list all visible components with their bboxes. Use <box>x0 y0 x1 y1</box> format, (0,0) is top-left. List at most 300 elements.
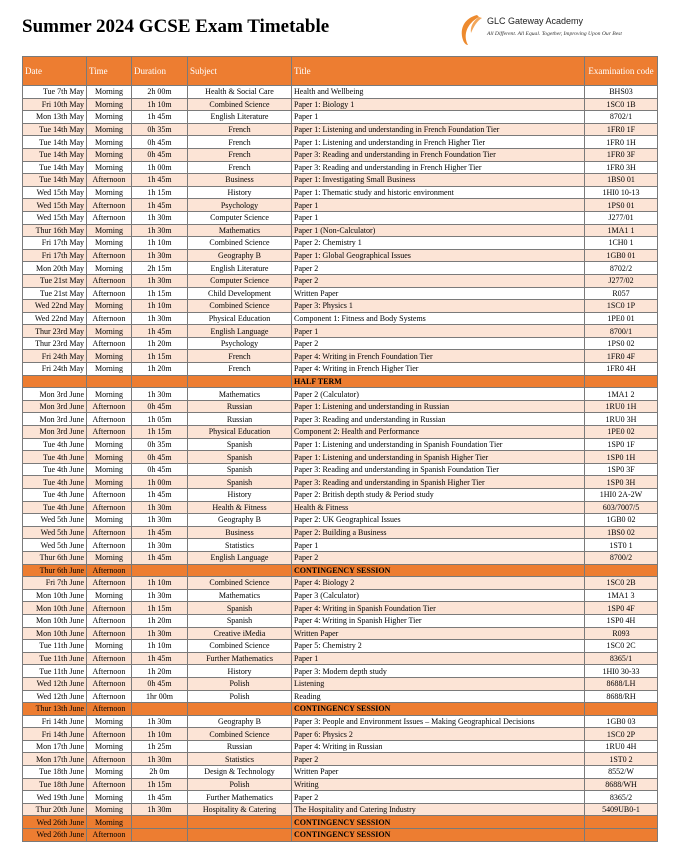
cell-duration: 0h 45m <box>132 451 188 464</box>
cell-duration <box>132 829 188 842</box>
cell-duration: 1h 00m <box>132 161 188 174</box>
cell-date: Mon 3rd June <box>23 426 87 439</box>
cell-date: Thur 6th June <box>23 551 87 564</box>
cell-subject: Combined Science <box>188 237 292 250</box>
table-row <box>23 148 658 161</box>
cell-title: CONTINGENCY SESSION <box>292 829 585 842</box>
cell-exam-code: 1SP0 4F <box>585 602 658 615</box>
cell-duration: 0h 45m <box>132 136 188 149</box>
cell-exam-code: 1RU0 3H <box>585 413 658 426</box>
cell-subject: Geography B <box>188 249 292 262</box>
cell-time: Morning <box>87 476 132 489</box>
cell-date: Tue 4th June <box>23 501 87 514</box>
cell-duration: 1h 15m <box>132 186 188 199</box>
cell-exam-code <box>585 564 658 577</box>
cell-duration <box>132 564 188 577</box>
special-session-row <box>23 703 658 716</box>
cell-duration: 1h 20m <box>132 363 188 376</box>
cell-exam-code <box>585 703 658 716</box>
cell-date: Tue 14th May <box>23 161 87 174</box>
cell-exam-code <box>585 816 658 829</box>
cell-time: Afternoon <box>87 677 132 690</box>
cell-date: Wed 19th June <box>23 791 87 804</box>
cell-title: Component 1: Fitness and Body Systems <box>292 312 585 325</box>
cell-duration: 1h 05m <box>132 413 188 426</box>
special-session-row <box>23 829 658 842</box>
cell-title: Paper 3: Reading and understanding in Spanish Foundation Tier <box>292 463 585 476</box>
cell-duration: 1h 30m <box>132 589 188 602</box>
cell-title: Paper 2: Building a Business <box>292 526 585 539</box>
table-row <box>23 740 658 753</box>
cell-time: Morning <box>87 186 132 199</box>
cell-date: Tue 4th June <box>23 451 87 464</box>
cell-time: Morning <box>87 463 132 476</box>
cell-time: Afternoon <box>87 174 132 187</box>
cell-time: Morning <box>87 589 132 602</box>
table-row <box>23 274 658 287</box>
table-row <box>23 400 658 413</box>
table-row <box>23 451 658 464</box>
cell-duration: 1h 30m <box>132 312 188 325</box>
cell-exam-code <box>585 375 658 388</box>
table-row <box>23 526 658 539</box>
cell-duration: 1h 20m <box>132 614 188 627</box>
cell-time: Afternoon <box>87 426 132 439</box>
table-row <box>23 136 658 149</box>
cell-date: Mon 17th June <box>23 753 87 766</box>
table-body <box>23 86 658 842</box>
cell-exam-code: 8700/1 <box>585 325 658 338</box>
cell-subject: Spanish <box>188 438 292 451</box>
cell-subject: French <box>188 123 292 136</box>
cell-date: Wed 15th May <box>23 199 87 212</box>
cell-title: Paper 5: Chemistry 2 <box>292 640 585 653</box>
cell-title: Paper 3: Reading and understanding in Russian <box>292 413 585 426</box>
cell-exam-code: 1FR0 4F <box>585 350 658 363</box>
cell-title: Paper 3: Modern depth study <box>292 665 585 678</box>
cell-exam-code: 1FR0 4H <box>585 363 658 376</box>
special-session-row <box>23 375 658 388</box>
cell-date: Mon 3rd June <box>23 413 87 426</box>
cell-exam-code: 1SP0 1F <box>585 438 658 451</box>
cell-title: Paper 4: Writing in Russian <box>292 740 585 753</box>
cell-date: Tue 14th May <box>23 174 87 187</box>
table-row <box>23 224 658 237</box>
cell-title: Paper 1: Biology 1 <box>292 98 585 111</box>
cell-exam-code: 1HI0 30-33 <box>585 665 658 678</box>
table-row <box>23 211 658 224</box>
cell-duration <box>132 375 188 388</box>
table-row <box>23 514 658 527</box>
cell-title: Paper 1 <box>292 111 585 124</box>
cell-exam-code: 1HI0 2A-2W <box>585 489 658 502</box>
cell-date: Tue 14th May <box>23 123 87 136</box>
cell-duration: 1h 45m <box>132 489 188 502</box>
cell-date: Wed 22nd May <box>23 300 87 313</box>
cell-exam-code: 8688/WH <box>585 778 658 791</box>
cell-exam-code: 8702/2 <box>585 262 658 275</box>
table-row <box>23 715 658 728</box>
school-logo <box>455 12 675 46</box>
table-row <box>23 300 658 313</box>
cell-exam-code: 8365/1 <box>585 652 658 665</box>
cell-duration: 1h 45m <box>132 199 188 212</box>
cell-exam-code: 1SC0 2P <box>585 728 658 741</box>
cell-date: Mon 10th June <box>23 589 87 602</box>
cell-date: Wed 26th June <box>23 829 87 842</box>
cell-title: Paper 4: Writing in Spanish Higher Tier <box>292 614 585 627</box>
cell-subject: Business <box>188 526 292 539</box>
cell-title: Listening <box>292 677 585 690</box>
cell-title: Paper 4: Writing in Spanish Foundation Tier <box>292 602 585 615</box>
cell-duration: 1h 30m <box>132 803 188 816</box>
cell-date: Tue 14th May <box>23 136 87 149</box>
cell-date: Fri 14th June <box>23 728 87 741</box>
cell-subject: Spanish <box>188 602 292 615</box>
cell-duration: 1h 20m <box>132 665 188 678</box>
cell-title: Paper 2 <box>292 262 585 275</box>
cell-duration: 1h 45m <box>132 174 188 187</box>
cell-exam-code: J277/02 <box>585 274 658 287</box>
table-row <box>23 614 658 627</box>
cell-title: Paper 2 <box>292 753 585 766</box>
cell-date: Mon 3rd June <box>23 388 87 401</box>
cell-title: Paper 2 (Calculator) <box>292 388 585 401</box>
cell-time: Afternoon <box>87 665 132 678</box>
cell-time: Morning <box>87 111 132 124</box>
col-header-date: Date <box>23 57 87 86</box>
table-row <box>23 426 658 439</box>
cell-subject: Combined Science <box>188 577 292 590</box>
cell-title: HALF TERM <box>292 375 585 388</box>
cell-exam-code: 1ST0 2 <box>585 753 658 766</box>
cell-subject: Psychology <box>188 199 292 212</box>
cell-time: Morning <box>87 300 132 313</box>
table-row <box>23 577 658 590</box>
cell-time: Afternoon <box>87 413 132 426</box>
cell-exam-code: 1PS0 02 <box>585 337 658 350</box>
table-row <box>23 111 658 124</box>
cell-date: Tue 4th June <box>23 489 87 502</box>
table-row <box>23 438 658 451</box>
cell-exam-code: 1GB0 02 <box>585 514 658 527</box>
cell-time: Afternoon <box>87 627 132 640</box>
cell-title: Paper 1 <box>292 199 585 212</box>
cell-exam-code: 1SC0 1B <box>585 98 658 111</box>
col-header-code: Examination code <box>585 57 658 86</box>
cell-exam-code: 8688/RH <box>585 690 658 703</box>
table-row <box>23 501 658 514</box>
table-row <box>23 350 658 363</box>
cell-exam-code: 1GB0 01 <box>585 249 658 262</box>
cell-duration: 1h 45m <box>132 551 188 564</box>
cell-title: Paper 3: Reading and understanding in French Higher Tier <box>292 161 585 174</box>
cell-time: Afternoon <box>87 602 132 615</box>
cell-exam-code: 603/7007/5 <box>585 501 658 514</box>
cell-time: Morning <box>87 514 132 527</box>
table-header-row <box>23 57 658 86</box>
cell-title: Paper 1: Listening and understanding in Spanish Foundation Tier <box>292 438 585 451</box>
cell-time: Afternoon <box>87 829 132 842</box>
cell-subject: English Literature <box>188 262 292 275</box>
cell-exam-code: R093 <box>585 627 658 640</box>
cell-title: Paper 1: Listening and understanding in French Higher Tier <box>292 136 585 149</box>
cell-subject: Mathematics <box>188 224 292 237</box>
cell-subject <box>188 816 292 829</box>
cell-time: Afternoon <box>87 489 132 502</box>
cell-time: Morning <box>87 136 132 149</box>
cell-time: Morning <box>87 325 132 338</box>
cell-subject: Physical Education <box>188 426 292 439</box>
cell-duration: 1h 20m <box>132 337 188 350</box>
cell-exam-code: R057 <box>585 287 658 300</box>
table-row <box>23 337 658 350</box>
swoosh-logo-icon <box>455 12 485 46</box>
cell-title: The Hospitality and Catering Industry <box>292 803 585 816</box>
cell-exam-code: 1SC0 1P <box>585 300 658 313</box>
cell-subject: Russian <box>188 740 292 753</box>
cell-title: Paper 1: Thematic study and historic environment <box>292 186 585 199</box>
table-row <box>23 652 658 665</box>
cell-exam-code: 1GB0 03 <box>585 715 658 728</box>
cell-exam-code: J277/01 <box>585 211 658 224</box>
cell-duration: 0h 35m <box>132 123 188 136</box>
cell-time: Afternoon <box>87 703 132 716</box>
cell-time: Afternoon <box>87 614 132 627</box>
cell-title: Paper 3: Reading and understanding in French Foundation Tier <box>292 148 585 161</box>
cell-duration <box>132 816 188 829</box>
cell-subject: French <box>188 136 292 149</box>
cell-exam-code: 1SC0 2B <box>585 577 658 590</box>
table-row <box>23 539 658 552</box>
cell-exam-code: 1PE0 01 <box>585 312 658 325</box>
cell-duration: 1h 30m <box>132 539 188 552</box>
cell-title: Health and Wellbeing <box>292 86 585 99</box>
table-row <box>23 86 658 99</box>
cell-date: Wed 12th June <box>23 677 87 690</box>
cell-subject: Computer Science <box>188 211 292 224</box>
cell-time: Afternoon <box>87 564 132 577</box>
cell-exam-code <box>585 829 658 842</box>
cell-subject: Geography B <box>188 514 292 527</box>
table-row <box>23 551 658 564</box>
cell-subject: Spanish <box>188 451 292 464</box>
cell-title: Paper 1 <box>292 211 585 224</box>
cell-time: Afternoon <box>87 249 132 262</box>
cell-date: Tue 14th May <box>23 148 87 161</box>
cell-title: CONTINGENCY SESSION <box>292 564 585 577</box>
cell-duration: 1h 30m <box>132 211 188 224</box>
cell-subject: English Language <box>188 551 292 564</box>
table-row <box>23 249 658 262</box>
cell-title: Paper 1: Listening and understanding in Russian <box>292 400 585 413</box>
table-row <box>23 803 658 816</box>
cell-title: Paper 1 <box>292 325 585 338</box>
cell-subject: Russian <box>188 400 292 413</box>
table-row <box>23 98 658 111</box>
table-row <box>23 677 658 690</box>
cell-subject: Computer Science <box>188 274 292 287</box>
cell-exam-code: 1SC0 2C <box>585 640 658 653</box>
cell-duration: 1h 30m <box>132 753 188 766</box>
cell-exam-code: 1PS0 01 <box>585 199 658 212</box>
cell-exam-code: 1HI0 10-13 <box>585 186 658 199</box>
cell-exam-code: 5409UB0-1 <box>585 803 658 816</box>
cell-subject: French <box>188 363 292 376</box>
cell-time: Morning <box>87 224 132 237</box>
cell-duration <box>132 703 188 716</box>
cell-date: Wed 15th May <box>23 186 87 199</box>
cell-subject: Combined Science <box>188 728 292 741</box>
cell-time: Afternoon <box>87 400 132 413</box>
table-row <box>23 489 658 502</box>
cell-duration: 1h 30m <box>132 627 188 640</box>
table-row <box>23 237 658 250</box>
cell-date: Fri 24th May <box>23 363 87 376</box>
cell-exam-code: 8702/1 <box>585 111 658 124</box>
table-row <box>23 262 658 275</box>
cell-subject: Physical Education <box>188 312 292 325</box>
cell-date: Tue 4th June <box>23 476 87 489</box>
table-row <box>23 123 658 136</box>
cell-time: Afternoon <box>87 753 132 766</box>
cell-time: Afternoon <box>87 312 132 325</box>
cell-date: Fri 7th June <box>23 577 87 590</box>
cell-time: Afternoon <box>87 539 132 552</box>
cell-time: Morning <box>87 791 132 804</box>
cell-time: Morning <box>87 816 132 829</box>
cell-date: Tue 21st May <box>23 274 87 287</box>
cell-title: Paper 2: UK Geographical Issues <box>292 514 585 527</box>
table-row <box>23 728 658 741</box>
cell-duration: 1h 10m <box>132 728 188 741</box>
cell-title: CONTINGENCY SESSION <box>292 816 585 829</box>
cell-exam-code: BHS03 <box>585 86 658 99</box>
cell-time: Morning <box>87 640 132 653</box>
cell-date: Fri 24th May <box>23 350 87 363</box>
cell-date: Tue 4th June <box>23 463 87 476</box>
cell-subject: Psychology <box>188 337 292 350</box>
cell-subject: Combined Science <box>188 300 292 313</box>
cell-date: Tue 18th June <box>23 778 87 791</box>
cell-duration: 1h 45m <box>132 526 188 539</box>
cell-time: Afternoon <box>87 337 132 350</box>
cell-title: Paper 3: People and Environment Issues – Making Geographical Decisions <box>292 715 585 728</box>
cell-subject: Statistics <box>188 753 292 766</box>
cell-title: Health & Fitness <box>292 501 585 514</box>
cell-time: Morning <box>87 803 132 816</box>
cell-date: Tue 18th June <box>23 766 87 779</box>
cell-title: Paper 1 <box>292 652 585 665</box>
cell-time <box>87 375 132 388</box>
cell-duration: 1h 30m <box>132 274 188 287</box>
cell-exam-code: 8552/W <box>585 766 658 779</box>
cell-duration: 1h 30m <box>132 224 188 237</box>
cell-duration: 2h 00m <box>132 86 188 99</box>
cell-title: Written Paper <box>292 287 585 300</box>
table-row <box>23 186 658 199</box>
cell-subject: Health & Fitness <box>188 501 292 514</box>
cell-date: Mon 17th June <box>23 740 87 753</box>
cell-title: CONTINGENCY SESSION <box>292 703 585 716</box>
table-row <box>23 665 658 678</box>
cell-exam-code: 1FR0 3F <box>585 148 658 161</box>
cell-date: Thur 23rd May <box>23 325 87 338</box>
cell-date: Fri 17th May <box>23 249 87 262</box>
cell-exam-code: 8700/2 <box>585 551 658 564</box>
cell-subject: English Language <box>188 325 292 338</box>
cell-subject: Mathematics <box>188 388 292 401</box>
cell-time: Afternoon <box>87 690 132 703</box>
cell-time: Morning <box>87 388 132 401</box>
cell-date: Thur 16th May <box>23 224 87 237</box>
table-row <box>23 199 658 212</box>
cell-subject <box>188 564 292 577</box>
table-row <box>23 602 658 615</box>
cell-exam-code: 1MA1 2 <box>585 388 658 401</box>
cell-date: Fri 14th June <box>23 715 87 728</box>
cell-subject: Creative iMedia <box>188 627 292 640</box>
cell-time: Afternoon <box>87 199 132 212</box>
table-row <box>23 287 658 300</box>
cell-subject: History <box>188 186 292 199</box>
cell-date: Tue 4th June <box>23 438 87 451</box>
cell-title: Paper 1 <box>292 539 585 552</box>
table-row <box>23 791 658 804</box>
cell-date: Tue 11th June <box>23 640 87 653</box>
table-row <box>23 476 658 489</box>
cell-subject: Spanish <box>188 614 292 627</box>
special-session-row <box>23 816 658 829</box>
cell-time: Morning <box>87 766 132 779</box>
cell-time: Morning <box>87 262 132 275</box>
cell-title: Paper 4: Writing in French Foundation Tier <box>292 350 585 363</box>
cell-subject: Spanish <box>188 476 292 489</box>
table-row <box>23 753 658 766</box>
cell-duration: 1h 15m <box>132 426 188 439</box>
cell-duration: 1h 45m <box>132 791 188 804</box>
cell-title: Written Paper <box>292 627 585 640</box>
cell-time: Afternoon <box>87 211 132 224</box>
cell-exam-code: 1FR0 1F <box>585 123 658 136</box>
cell-time: Afternoon <box>87 778 132 791</box>
cell-duration: 1h 30m <box>132 501 188 514</box>
cell-title: Paper 2 <box>292 337 585 350</box>
table-row <box>23 325 658 338</box>
cell-subject: History <box>188 489 292 502</box>
special-session-row <box>23 564 658 577</box>
table-row <box>23 627 658 640</box>
cell-duration: 2h 15m <box>132 262 188 275</box>
cell-title: Paper 2: Chemistry 1 <box>292 237 585 250</box>
cell-title: Paper 1: Listening and understanding in French Foundation Tier <box>292 123 585 136</box>
cell-time: Morning <box>87 451 132 464</box>
cell-date: Wed 5th June <box>23 526 87 539</box>
cell-duration: 1hr 00m <box>132 690 188 703</box>
cell-date: Wed 15th May <box>23 211 87 224</box>
cell-date: Tue 11th June <box>23 652 87 665</box>
table-row <box>23 363 658 376</box>
cell-title: Paper 3 (Calculator) <box>292 589 585 602</box>
cell-duration: 1h 30m <box>132 388 188 401</box>
table-row <box>23 312 658 325</box>
cell-date: Wed 5th June <box>23 514 87 527</box>
cell-subject: Russian <box>188 413 292 426</box>
col-header-duration: Duration <box>132 57 188 86</box>
cell-date: Mon 20th May <box>23 262 87 275</box>
cell-subject: English Literature <box>188 111 292 124</box>
cell-duration: 1h 15m <box>132 287 188 300</box>
